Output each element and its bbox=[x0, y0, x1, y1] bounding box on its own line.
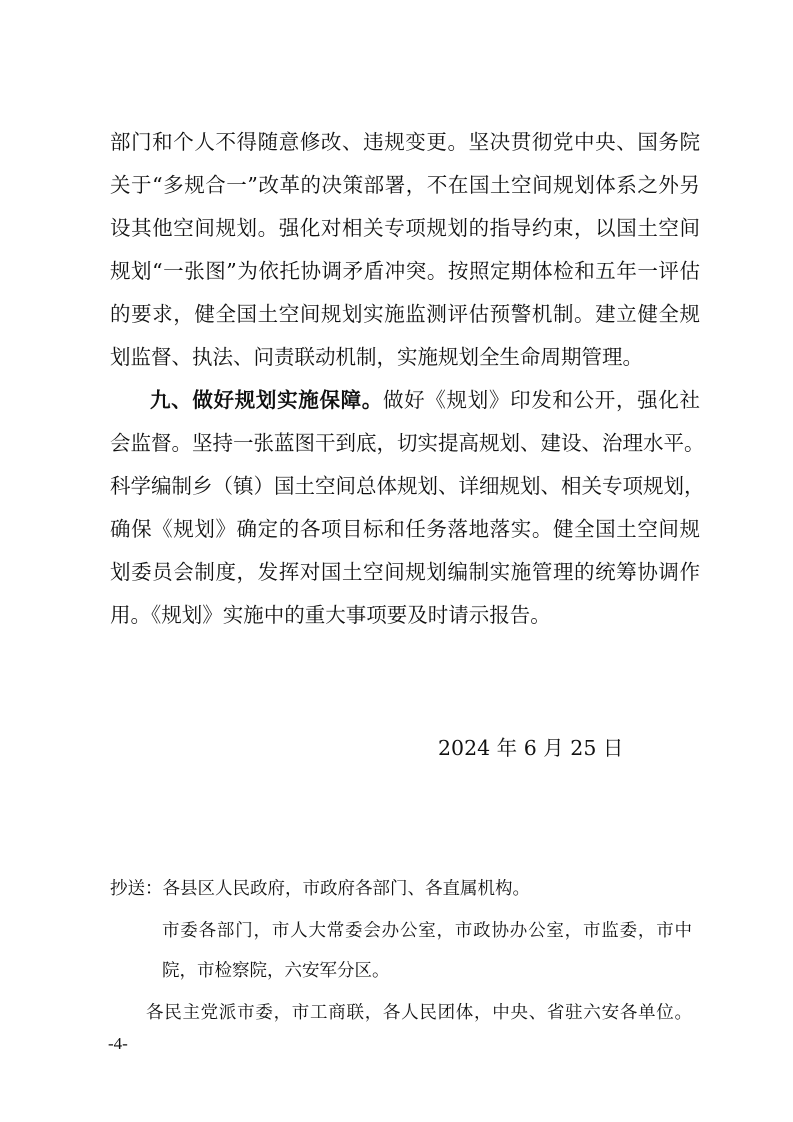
cc-line-3: 院，市检察院，六安军分区。 bbox=[162, 961, 390, 981]
section-nine-line: 会监督。坚持一张蓝图干到底，切实提高规划、建设、治理水平。 bbox=[110, 431, 705, 455]
section-nine-first-line-text: 做好《规划》印发和公开，强化社 bbox=[382, 388, 701, 412]
body-line: 设其他空间规划。强化对相关专项规划的指导约束，以国土空间 bbox=[110, 216, 700, 240]
section-nine-line: 科学编制乡（镇）国土空间总体规划、详细规划、相关专项规划， bbox=[110, 474, 705, 498]
body-line: 部门和个人不得随意修改、违规变更。坚决贯彻党中央、国务院 bbox=[110, 130, 700, 154]
page-number: -4- bbox=[108, 1034, 128, 1053]
section-nine-heading: 九、做好规划实施保障。 bbox=[150, 388, 383, 412]
cc-line-1 bbox=[110, 876, 530, 902]
section-nine-line: 确保《规划》确定的各项目标和任务落地落实。健全国土空间规 bbox=[110, 517, 700, 541]
body-line: 关于“多规合一”改革的决策部署，不在国土空间规划体系之外另 bbox=[110, 173, 700, 197]
body-line: 的要求，健全国土空间规划实施监测评估预警机制。建立健全规 bbox=[110, 302, 700, 326]
cc-recipients-1: 各县区人民政府，市政府各部门、各直属机构。 bbox=[162, 879, 530, 899]
cc-line-2: 市委各部门，市人大常委会办公室，市政协办公室，市监委，市中 bbox=[162, 921, 692, 941]
cc-line-4: 各民主党派市委，市工商联，各人民团体，中央、省驻六安各单位。 bbox=[146, 1003, 692, 1023]
document-date: 2024 年 6 月 25 日 bbox=[438, 736, 624, 760]
cc-label: 抄送： bbox=[110, 879, 163, 899]
body-line: 划监督、执法、问责联动机制，实施规划全生命周期管理。 bbox=[110, 345, 643, 369]
body-line: 规划“一张图”为依托协调矛盾冲突。按照定期体检和五年一评估 bbox=[110, 259, 700, 283]
section-nine-line: 划委员会制度，发挥对国土空间规划编制实施管理的统筹协调作 bbox=[110, 560, 700, 584]
section-nine-first-line bbox=[150, 385, 700, 415]
section-nine-line: 用。《规划》实施中的重大事项要及时请示报告。 bbox=[110, 603, 551, 627]
